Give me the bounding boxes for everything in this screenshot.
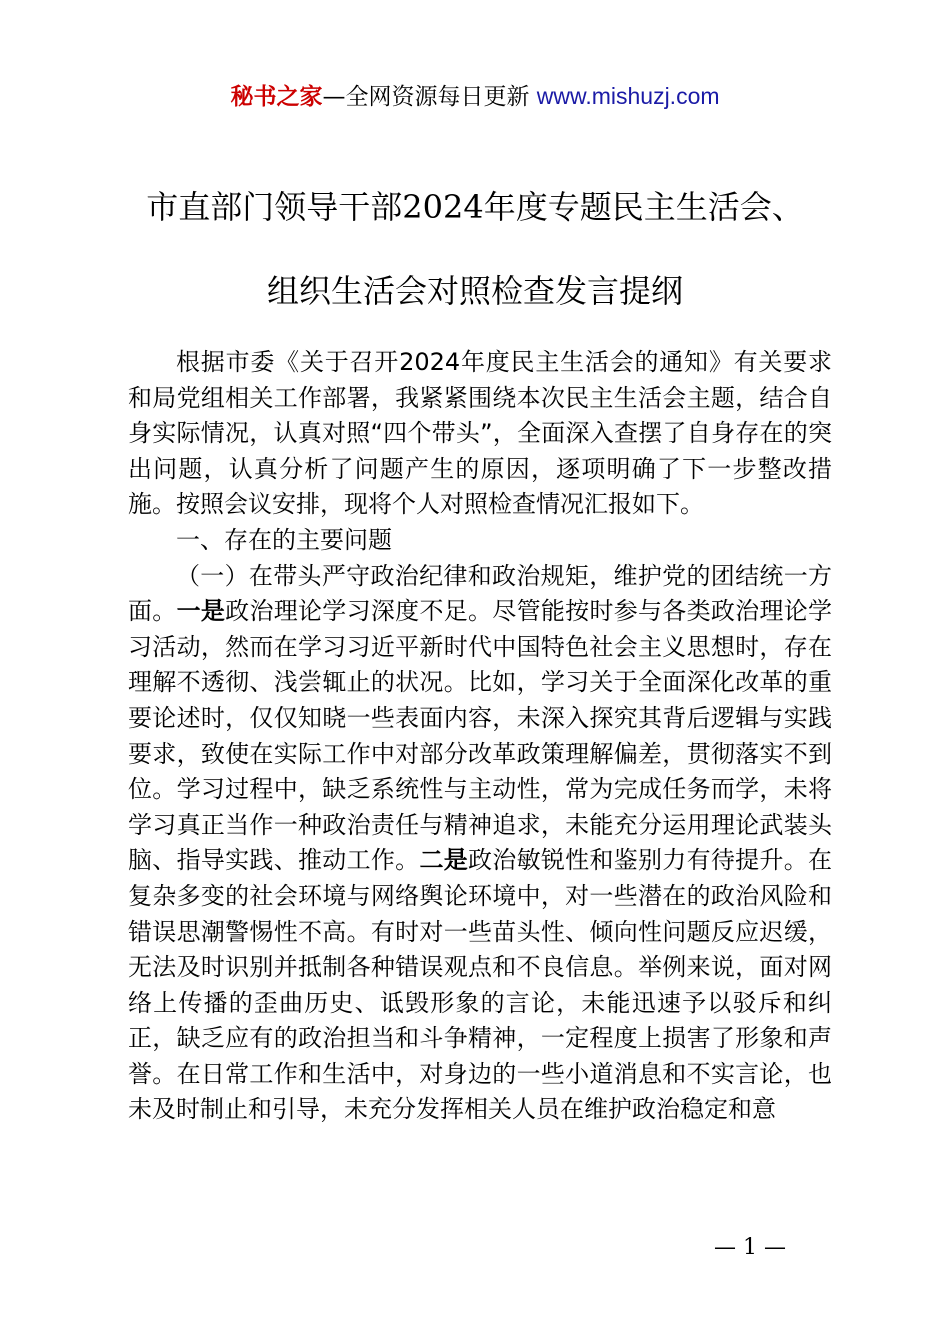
page-number: — 1 —: [714, 1235, 786, 1260]
document-title: [0, 165, 950, 333]
site-url: www.mishuzj.com: [536, 83, 720, 109]
site-brand: 秘书之家: [230, 84, 323, 110]
subsection-paragraph: [128, 559, 832, 1129]
section-heading: 一、存在的主要问题: [176, 525, 392, 554]
point-1-text: 政治理论学习深度不足。尽管能按时参与各类政治理论学习活动，然而在学习习近平新时代中国特色社会主义思想时，存在理解不透彻、浅尝辄止的状况。比如，学习关于全面深化改革的重要论述时，仅仅知晓一些表面内容，未深入探究其背后逻辑与实践要求，致使在实际工作中对部分改革政策理解偏差，贯彻落实不到位。学习过程中，缺乏系统性与主动性，常为完成任务而学，未将学习真正当作一种政治责任与精神追求，未能充分运用理论武装头脑、指导实践、推动工作。: [128, 597, 833, 875]
title-line-1: 市直部门领导干部2024年度专题民主生活会、: [146, 188, 804, 226]
title-line-2: 组织生活会对照检查发言提纲: [266, 272, 683, 310]
point-1-label: 一是: [176, 597, 226, 626]
subsection-heading: （一）在带头严守政治纪律和政治规矩，维护党的团结统一方面。: [128, 561, 832, 626]
site-watermark-header: [0, 80, 950, 113]
point-2-text: 政治敏锐性和鉴别力有待提升。在复杂多变的社会环境与网络舆论环境中，对一些潜在的政治风险和错误思潮警惕性不高。有时对一些苗头性、倾向性问题反应迟缓，无法及时识别并抵制各种错误观点和不良信息。举例来说，面对网络上传播的歪曲历史、诋毁形象的言论，未能迅速予以驳斥和纠正，缺乏应有的政治担当和斗争精神，一定程度上损害了形象和声誉。在日常工作和生活中，对身边的一些小道消息和不实言论，也未及时制止和引导，未充分发挥相关人员在维护政治稳定和意: [128, 846, 833, 1124]
intro-paragraph: 根据市委《关于召开2024年度民主生活会的通知》有关要求和局党组相关工作部署，我紧紧围绕本次民主生活会主题，结合自身实际情况，认真对照“四个带头”，全面深入查摆了自身存在的突出问题，认真分析了问题产生的原因，逐项明确了下一步整改措施。按照会议安排，现将个人对照检查情况汇报如下。: [128, 348, 832, 519]
site-tagline: —全网资源每日更新: [322, 84, 530, 110]
point-2-label: 二是: [419, 846, 469, 875]
document-body: [128, 345, 832, 1128]
